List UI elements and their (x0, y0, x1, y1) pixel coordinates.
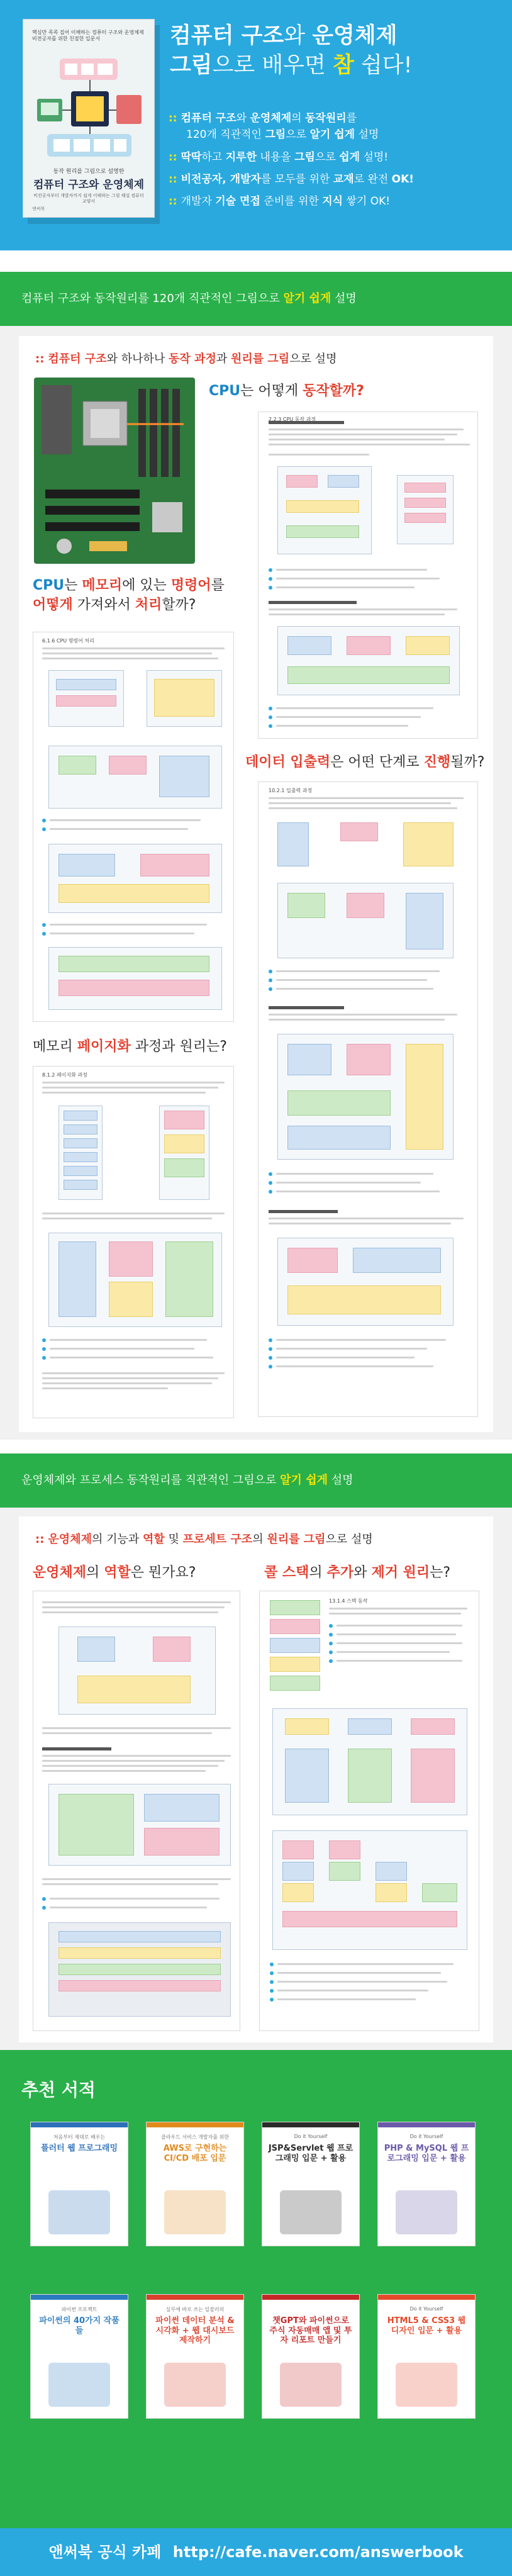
q-part: 에 있는 (122, 578, 171, 593)
question-memory-paging (33, 1036, 227, 1055)
book-cover-title: 컴퓨터 구조와 운영체제 (33, 179, 145, 191)
q-part: 할까? (162, 596, 196, 613)
bullet-text: 지루한 (225, 150, 257, 164)
book-cover-subtitle: 동작 원리를 그림으로 설명한 (53, 169, 125, 175)
bullet-text: 설명 (355, 128, 379, 142)
book-cover-band (31, 2122, 128, 2127)
book-title: HTML5 & CSS3 웹 디자인 입문 + 활용 (387, 2316, 466, 2336)
bullet-text: 쌓기 OK! (343, 195, 391, 208)
book-illustration (396, 2190, 457, 2234)
bullet-marker: :: (169, 173, 177, 186)
q-part: 데이터 입출력 (245, 754, 331, 770)
recommended-book-card[interactable] (30, 2122, 128, 2246)
book-page-instruction-fetch (33, 632, 234, 1022)
q-part: 메모리 (82, 578, 123, 593)
bullet-marker: :: (169, 112, 177, 125)
book-page-os-role (33, 1591, 240, 2031)
bullet-text: 동작원리 (305, 112, 347, 125)
heading-text: 으로 설명 (289, 352, 337, 366)
q-part: 처리 (135, 596, 162, 613)
bullet-text: 비전공자, 개발자 (181, 173, 261, 186)
bullet-text: 지식 (322, 195, 343, 208)
heading-text: 원리를 그림 (267, 1533, 326, 1546)
hero-title-part: 쉽다! (353, 52, 413, 78)
heading-text: 의 기능과 (91, 1533, 143, 1546)
q-part: 명령어 (170, 578, 211, 593)
q-part: 어떻게 (33, 596, 73, 613)
hero-feature-item (169, 110, 508, 126)
recommended-book-card[interactable] (30, 2294, 128, 2419)
book-cover-band (147, 2122, 243, 2127)
hero-banner (0, 0, 512, 250)
book-illustration (48, 2190, 110, 2234)
book-subtitle: 클라우드 서비스 개발자를 위한 (160, 2134, 230, 2140)
book-cover-desc: 비전공자부터 개발자까지 쉽게 이해하는 그림 해설 컴퓨터 교양서 (33, 193, 144, 204)
bullet-text: 운영체제 (250, 112, 292, 125)
book-illustration (396, 2363, 457, 2407)
hero-title-part: 운영체제 (312, 23, 398, 48)
hero-title-part: 으로 배우면 (212, 52, 333, 78)
heading-text: 컴퓨터 구조 (48, 352, 107, 366)
bullet-marker: :: (169, 150, 177, 164)
heading-text: 역할 (142, 1533, 165, 1546)
bullet-text: 기술 면접 (215, 195, 260, 208)
q-part: 운영체제 (33, 1565, 87, 1581)
q-part: 진행 (423, 754, 451, 770)
recommended-book-card[interactable] (262, 2294, 360, 2419)
recommended-book-card[interactable] (146, 2294, 244, 2419)
book-cover-top-text: 핵심만 콕콕 집어 이해하는 컴퓨터 구조와 운영체제 비전공자를 위한 친절한 입문서 (32, 30, 144, 42)
q-part: 의 (86, 1565, 104, 1581)
motherboard-illustration (33, 376, 196, 565)
section-band-hardware (0, 272, 512, 326)
hero-title-part: 컴퓨터 구조 (170, 23, 284, 48)
bullet-marker: :: (169, 195, 177, 208)
bullet-text: 로 완전 (353, 173, 392, 186)
question-call-stack (264, 1562, 450, 1581)
recommended-book-card[interactable] (262, 2122, 360, 2246)
page-label: 2.2.3 CPU 동작 과정 (269, 417, 316, 422)
book-subtitle: 실무에 바로 쓰는 일잘러의 (165, 2307, 225, 2312)
page-label: 13.1.4 스택 동작 (329, 1598, 368, 1604)
bullet-text: 그림 (265, 128, 286, 142)
heading-text: 과 (216, 352, 231, 366)
band-highlight: 알기 쉽게 (280, 1474, 328, 1487)
book-page-memory-paging (33, 1066, 234, 1418)
footer-cafe-link[interactable] (0, 2528, 512, 2576)
heading-marker: :: (35, 352, 45, 366)
book-title: 플러터 웹 프로그래밍 (40, 2144, 118, 2153)
q-part: 될까? (450, 754, 485, 770)
q-part: 는 어떻게 (240, 383, 303, 399)
footer-label: 앤써북 공식 카페 (48, 2543, 162, 2561)
book-illustration (164, 2190, 226, 2234)
book-subtitle: Do it Yourself (294, 2134, 328, 2139)
book-title: 파이썬의 40가지 작품들 (39, 2316, 120, 2336)
book-cover-band (378, 2122, 475, 2127)
heading-text: 의 (252, 1533, 267, 1546)
recommended-book-card[interactable] (377, 2294, 476, 2419)
q-part: 는 (64, 578, 82, 593)
footer-url[interactable]: http://cafe.naver.com/answerbook (172, 2543, 464, 2561)
recommended-title: 추천 서적 (21, 2080, 96, 2100)
hero-feature-list (169, 110, 508, 216)
book-illustration (280, 2190, 342, 2234)
q-part: 은 어떤 단계로 (330, 754, 424, 770)
panel-os-heading (35, 1530, 373, 1547)
question-os-role (33, 1562, 196, 1581)
page-label: 6.1.6 CPU 명령어 처리 (42, 638, 94, 644)
heading-text: 프로세트 구조 (182, 1533, 253, 1546)
q-part: 동작할까? (303, 383, 364, 399)
heading-marker: :: (35, 1533, 45, 1546)
q-part: 가져와서 (72, 596, 135, 613)
book-page-cpu-flow (258, 412, 478, 739)
page-label: 8.1.2 페이지화 과정 (42, 1072, 87, 1078)
q-part: 는? (430, 1565, 451, 1581)
q-part: 역할 (104, 1565, 131, 1581)
bullet-text: 를 모두를 위한 (260, 173, 333, 186)
bullet-text: 120개 직관적인 (186, 128, 265, 142)
q-part: 제거 원리 (371, 1565, 430, 1581)
q-part: 의 (309, 1565, 327, 1581)
book-title: 챗GPT와 파이썬으로 주식 자동매매 앱 및 투자 리포트 만들기 (269, 2316, 352, 2346)
hero-feature-item (169, 149, 508, 165)
book-cover-band (262, 2122, 359, 2127)
q-part: 페이지화 (77, 1039, 131, 1055)
q-part: 콜 스택 (264, 1565, 309, 1581)
heading-text: 운영체제 (48, 1533, 92, 1546)
book-illustration (164, 2363, 226, 2407)
bullet-text: 와 (236, 112, 250, 125)
book-cover-illustration (35, 55, 144, 162)
hero-feature-item (169, 126, 508, 143)
bullet-text: 준비를 위한 (260, 195, 323, 208)
bullet-text: 교재 (333, 173, 354, 186)
book-title: JSP&Servlet 웹 프로그래밍 입문 + 활용 (268, 2144, 353, 2163)
bullet-text: 설명! (360, 150, 389, 164)
hero-title-part: 와 (284, 23, 313, 48)
question-cpu-operation (209, 380, 364, 400)
book-cover-publisher: 앤써북 (32, 206, 45, 211)
bullet-text: 딱딱 (181, 150, 202, 164)
book-subtitle: Do it Yourself (409, 2306, 443, 2312)
book-illustration (280, 2363, 342, 2407)
recommended-book-card[interactable] (377, 2122, 476, 2246)
panel-hardware-heading (35, 350, 337, 366)
bullet-text: OK! (391, 173, 415, 186)
bullet-text: 내용을 (257, 150, 295, 164)
q-part: 과정과 원리는? (130, 1039, 227, 1055)
heading-text: 으로 설명 (325, 1533, 373, 1546)
heading-text: 원리를 그림 (230, 352, 290, 366)
book-cover-band (31, 2295, 128, 2300)
band-text: 설명 (331, 292, 357, 305)
bullet-text: 으로 (286, 128, 310, 142)
book-title: AWS로 구현하는 CI/CD 배포 입문 (163, 2144, 227, 2163)
book-cover (23, 19, 155, 218)
page-label: 10.2.1 입출력 과정 (269, 788, 313, 793)
section-band-os (0, 1453, 512, 1508)
q-part: CPU (33, 578, 65, 593)
hero-title-part: 그림 (170, 52, 213, 78)
heading-text: 와 하나하나 (106, 352, 169, 366)
bullet-text: 컴퓨터 구조 (181, 112, 237, 125)
band-highlight: 알기 쉽게 (283, 292, 331, 305)
bullet-text: 알기 쉽게 (309, 128, 355, 142)
q-part: 추가 (326, 1565, 354, 1581)
book-subtitle: 처음부터 제대로 배우는 (53, 2134, 106, 2140)
book-title: 파이썬 데이터 분석 & 시각화 + 웹 대시보드 제작하기 (155, 2316, 235, 2346)
book-illustration (48, 2363, 110, 2407)
panel-os (19, 1516, 493, 2042)
book-cover-band (378, 2295, 475, 2300)
book-subtitle: Do it Yourself (409, 2134, 443, 2139)
book-page-data-io (258, 781, 478, 1417)
q-part: CPU (209, 383, 241, 399)
band-text: 운영체제와 프로세스 동작원리를 직관적인 그림으로 (21, 1474, 281, 1487)
book-subtitle: 파이썬 프로젝트 (61, 2307, 97, 2312)
band-text: 설명 (327, 1474, 353, 1487)
book-title: PHP & MySQL 웹 프로그래밍 입문 + 활용 (384, 2144, 469, 2163)
book-cover-band (147, 2295, 243, 2300)
bullet-text: 쉽게 (339, 150, 360, 164)
band-text: 컴퓨터 구조와 동작원리를 120개 직관적인 그림으로 (21, 292, 284, 305)
panel-hardware (19, 336, 493, 1432)
hero-title (170, 21, 503, 80)
hero-title-part: 참 (332, 52, 354, 78)
book-cover-band (262, 2295, 359, 2300)
q-part: 를 (211, 578, 225, 593)
bullet-text: 으로 (314, 150, 340, 164)
bullet-text: 하고 (201, 150, 226, 164)
hero-feature-item (169, 171, 508, 188)
book-page-call-stack (259, 1591, 479, 2031)
q-part: 메모리 (33, 1039, 77, 1055)
heading-text: 및 (164, 1533, 183, 1546)
bullet-text: 를 (346, 112, 357, 125)
q-part: 은 뭔가요? (130, 1565, 196, 1581)
bullet-text: 의 (291, 112, 305, 125)
hero-feature-item (169, 193, 508, 210)
bullet-text: 개발자 (181, 195, 216, 208)
q-part: 와 (353, 1565, 372, 1581)
question-data-io (245, 751, 484, 771)
recommended-book-card[interactable] (146, 2122, 244, 2246)
bullet-text: 그림 (294, 150, 315, 164)
heading-text: 동작 과정 (169, 352, 216, 366)
question-instruction-fetch (33, 576, 225, 615)
